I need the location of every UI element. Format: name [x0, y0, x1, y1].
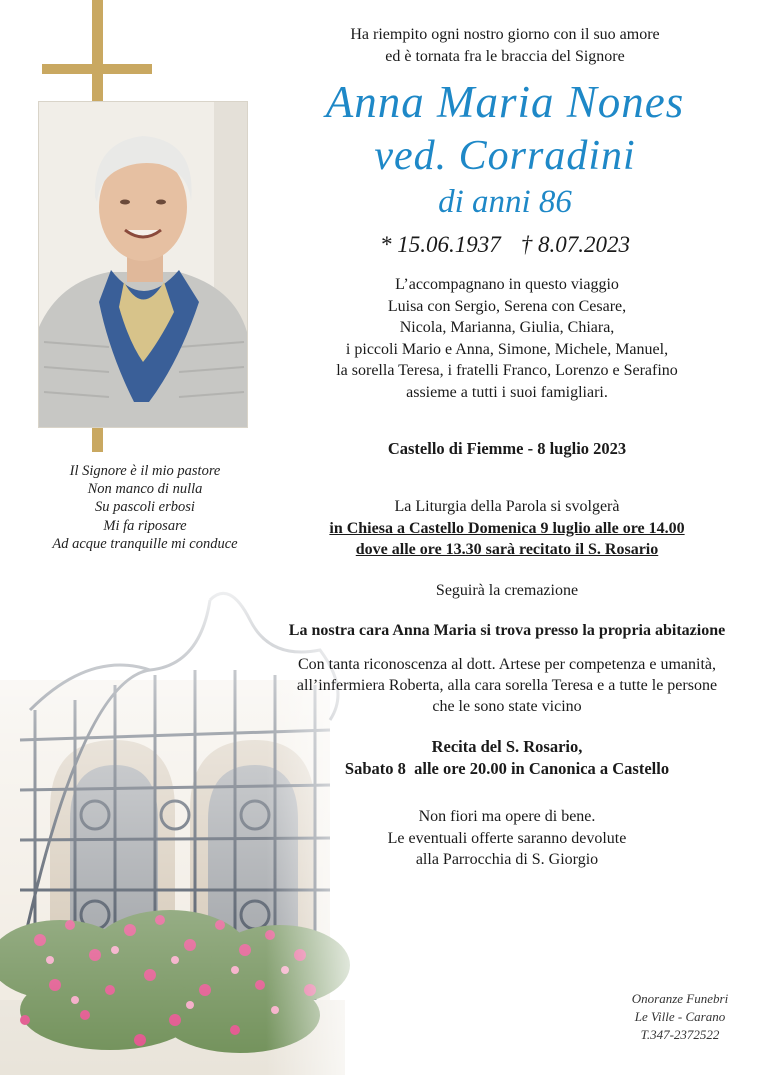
psalm-line: Il Signore è il mio pastore: [69, 463, 221, 479]
deceased-name: Anna Maria Nones: [325, 77, 685, 127]
rosary-line: Recita del S. Rosario,: [431, 737, 583, 756]
intro-line: ed è tornata fra le braccia del Signore: [385, 48, 625, 65]
birth-date: * 15.06.1937: [380, 232, 501, 257]
age-text: di anni 86: [438, 184, 572, 220]
donation-line: Le eventuali offerte saranno devolute: [387, 829, 627, 847]
liturgy-info: [262, 496, 752, 561]
donation-line: alla Parrocchia di S. Giorgio: [415, 851, 599, 868]
rosary-info: [262, 736, 752, 780]
home-note: La nostra cara Anna Maria si trova presso la propria abitazione: [288, 622, 726, 639]
family-list: [262, 274, 752, 404]
psalm-line: Su pascoli erbosi: [95, 499, 195, 516]
thanks-line: all’infermiera Roberta, alla cara sorella Teresa e a tutte le persone: [296, 677, 718, 694]
liturgy-location-time: in Chiesa a Castello Domenica 9 luglio alle ore 14.00: [329, 519, 685, 537]
family-line: Nicola, Marianna, Giulia, Chiara,: [399, 319, 615, 337]
donation-line: Non fiori ma opere di bene.: [418, 808, 596, 825]
donation-note: [262, 806, 752, 871]
portrait-photo: [38, 101, 248, 428]
thanks-line: che le sono state vicino: [432, 698, 582, 715]
widow-of: ved. Corradini: [374, 133, 636, 179]
funeral-home-location: Le Ville - Carano: [634, 1009, 726, 1024]
funeral-home-phone: T.347-2372522: [640, 1027, 720, 1042]
psalm-verse: [22, 462, 268, 553]
place-date: Castello di Fiemme - 8 luglio 2023: [387, 439, 627, 458]
cross-crossbar: [42, 64, 152, 74]
psalm-line: Non manco di nulla: [87, 481, 203, 498]
family-line: Luisa con Sergio, Serena con Cesare,: [387, 297, 627, 315]
funeral-home-signature: [600, 990, 760, 1044]
thanks-note: [250, 654, 764, 717]
intro-text: [270, 24, 740, 68]
family-line: assieme a tutti i suoi famigliari.: [406, 383, 608, 401]
family-line: L’accompagnano in questo viaggio: [395, 276, 619, 293]
life-dates: [255, 230, 755, 260]
family-line: la sorella Teresa, i fratelli Franco, Lorenzo e Serafino: [336, 362, 678, 380]
rosary-line: Sabato 8 alle ore 20.00 in Canonica a Castello: [344, 759, 670, 778]
family-line: i piccoli Mario e Anna, Simone, Michele, Manuel,: [345, 340, 669, 358]
psalm-line: Mi fa riposare: [103, 517, 187, 534]
cremation-note: Seguirà la cremazione: [435, 582, 579, 599]
liturgy-line: La Liturgia della Parola si svolgerà: [394, 498, 620, 515]
psalm-line: Ad acque tranquille mi conduce: [52, 535, 238, 552]
thanks-line: Con tanta riconoscenza al dott. Artese per competenza e umanità,: [297, 656, 717, 673]
death-date: † 8.07.2023: [520, 232, 630, 257]
intro-line: Ha riempito ogni nostro giorno con il suo amore: [350, 26, 660, 43]
funeral-home-name: Onoranze Funebri: [631, 991, 729, 1006]
rosary-time: dove alle ore 13.30 sarà recitato il S. Rosario: [355, 541, 659, 558]
